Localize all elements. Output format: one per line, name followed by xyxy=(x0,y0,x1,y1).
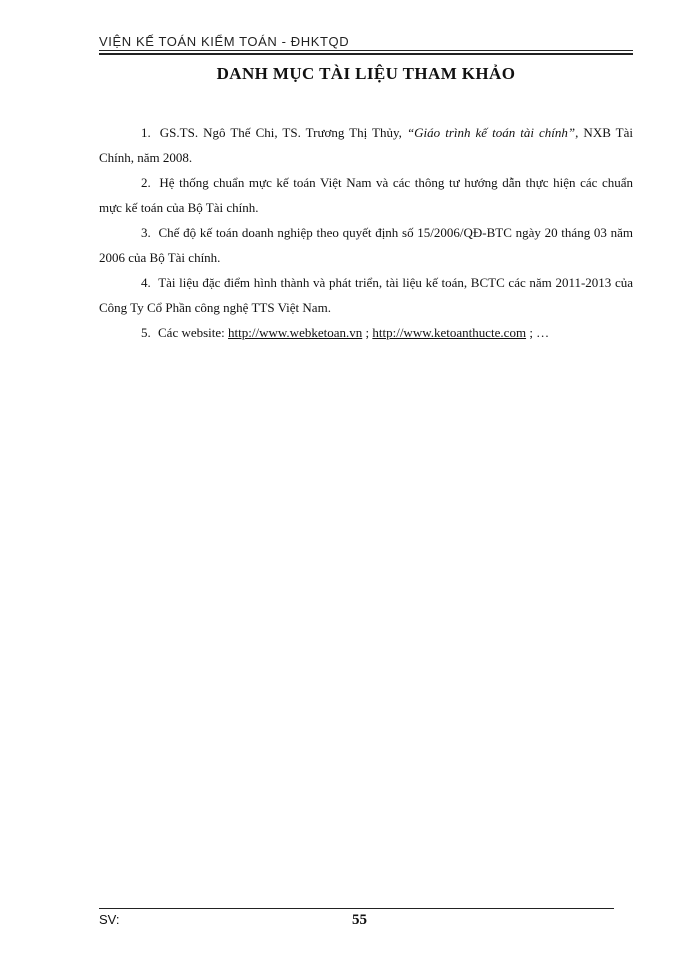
reference-item-1 xyxy=(99,120,633,170)
reference-authors: GS.TS. Ngô Thế Chi, TS. Trương Thị Thủy, xyxy=(159,125,402,140)
footer-rule xyxy=(99,908,614,909)
webketoan-link[interactable]: http://www.webketoan.vn xyxy=(228,325,363,340)
reference-text: Tài liệu đặc điểm hình thành và phát triển, tài liệu kế toán, BCTC các năm 2011-2013 của Công Ty Cổ Phần công nghệ TTS Việt Nam. xyxy=(99,275,633,315)
page-title: DANH MỤC TÀI LIỆU THAM KHẢO xyxy=(216,64,516,83)
reference-list xyxy=(99,120,633,345)
header-rule-thin xyxy=(99,50,633,51)
header-rule-thick xyxy=(99,53,633,55)
page-number: 55 xyxy=(352,912,367,928)
reference-publisher: , NXB Tài Chính, năm 2008. xyxy=(99,125,634,165)
reference-number: 4. xyxy=(141,275,151,290)
reference-item-3 xyxy=(99,220,633,270)
reference-suffix: ; … xyxy=(526,325,550,340)
reference-item-5 xyxy=(99,320,633,345)
footer-student-label: SV: xyxy=(99,912,120,927)
reference-text: Chế độ kế toán doanh nghiệp theo quyết định số 15/2006/QĐ-BTC ngày 20 tháng 03 năm 2006 của Bộ Tài chính. xyxy=(99,225,634,265)
running-header: VIỆN KẾ TOÁN KIỂM TOÁN - ĐHKTQD xyxy=(99,34,350,49)
reference-item-4 xyxy=(99,270,633,320)
reference-book-title: “Giáo trình kế toán tài chính” xyxy=(406,125,576,140)
reference-prefix: Các website: xyxy=(158,325,225,340)
ketoanthucte-link[interactable]: http://www.ketoanthucte.com xyxy=(372,325,527,340)
reference-number: 2. xyxy=(141,175,151,190)
reference-number: 1. xyxy=(141,125,151,140)
reference-text: Hệ thống chuẩn mực kế toán Việt Nam và các thông tư hướng dẫn thực hiện các chuẩn mực kế toán của Bộ Tài chính. xyxy=(99,175,634,215)
reference-number: 3. xyxy=(141,225,151,240)
link-separator: ; xyxy=(362,325,373,340)
reference-item-2 xyxy=(99,170,633,220)
reference-number: 5. xyxy=(141,325,151,340)
